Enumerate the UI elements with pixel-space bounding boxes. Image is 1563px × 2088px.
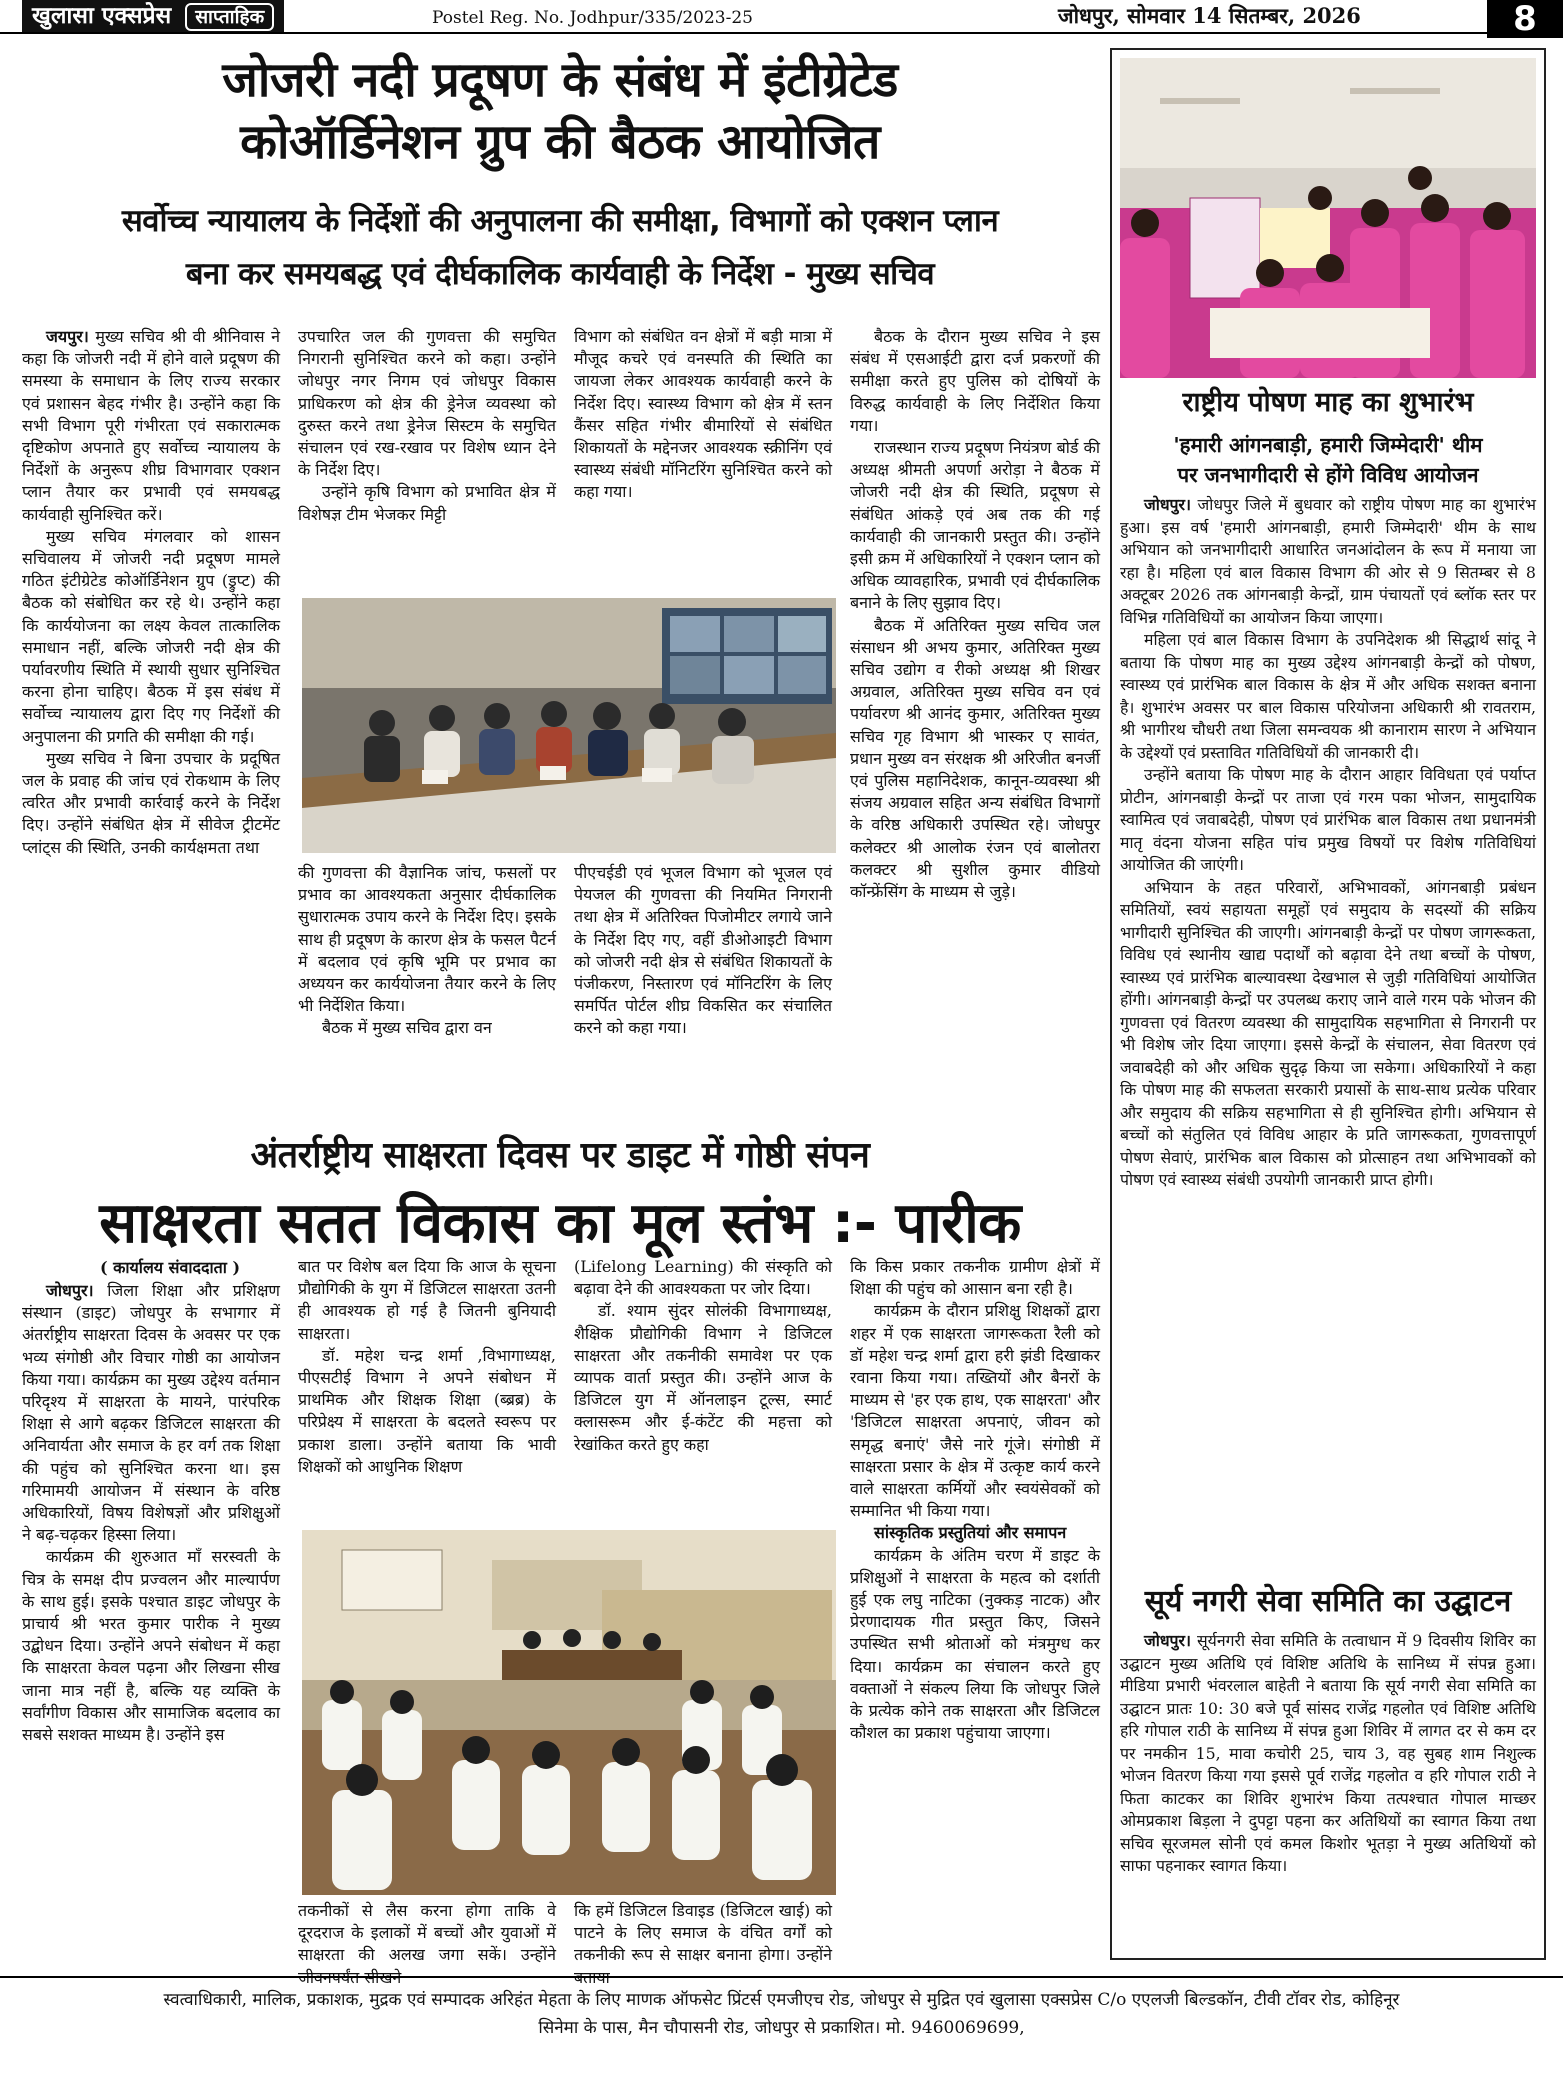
story2-column-2-top (298, 1256, 556, 1526)
story2-para-3: बात पर विशेष बल दिया कि आज के सूचना प्रौद्योगिकी के युग में डिजिटल साक्षरता उतनी ही आवश्यक हो गई है जितनी बुनियादी साक्षरता। (298, 1257, 556, 1343)
newspaper-name (22, 0, 284, 32)
dateline: जोधपुर। (1144, 495, 1191, 514)
story2-para-4: डॉ. महेश चन्द्र शर्मा ,विभागाध्यक्ष, पीएसटीई विभाग ने अपने संबोधन में प्राथमिक और शिक्षक शिक्षा (ब्ब्रब्र) के परिप्रेक्ष्य में साक्षरता के बदलते स्वरूप पर प्रकाश डाला। उन्होंने बताया कि भावी शिक्षकों को आधुनिक शिक्षण (298, 1345, 556, 1476)
sidebar-story-body (1120, 494, 1536, 1576)
story1-para-6: विभाग को संबंधित वन क्षेत्रों में बड़ी मात्रा में मौजूद कचरे एवं वनस्पति की स्थिति का जायजा लेकर आवश्यक कार्यवाही करने के निर्देश दिए। स्वास्थ्य विभाग को क्षेत्र में स्तन कैंसर सहित गंभीर बीमारियों से संबंधित शिकायतों के मद्देनजर आवश्यक स्क्रीनिंग एवं स्वास्थ्य संबंधी मॉनिटरिंग सुनिश्चित करने को कहा गया। (574, 327, 832, 502)
story2-para-5: (Lifelong Learning) की संस्कृति को बढ़ावा देने की आवश्यकता पर जोर दिया। (574, 1257, 832, 1299)
masthead (0, 0, 1563, 39)
story2-para-2: कार्यक्रम की शुरुआत माँ सरस्वती के चित्र के समक्ष दीप प्रज्वलन और माल्यार्पण के साथ हुई। इसके पश्चात डाइट जोधपुर के प्राचार्य श्री भरत कुमार पारीक ने मुख्य उद्बोधन दिया। उन्होंने अपने संबोधन में कहा कि साक्षरता केवल पढ़ना और लिखना सीख जाना मात्र नहीं है, बल्कि यह व्यक्ति के सर्वांगीण विकास और सामाजिक बदलाव का सबसे सशक्त माध्यम है। उन्होंने इस (22, 1547, 280, 1745)
sidebar-subheadline-line1: 'हमारी आंगनबाड़ी, हमारी जिम्मेदारी' थीम (1173, 433, 1483, 457)
sidebar-headline: राष्ट्रीय पोषण माह का शुभारंभ (1182, 387, 1474, 418)
story2-para-1: जिला शिक्षा और प्रशिक्षण संस्थान (डाइट) जोधपुर के सभागार में अंतर्राष्ट्रीय साक्षरता दिवस के अवसर पर एक भव्य संगोष्ठी और विचार गोष्ठी का आयोजन किया गया। कार्यक्रम का मुख्य उद्देश्य वर्तमान परिदृश्य में साक्षरता के मायने, पारंपरिक शिक्षा से आगे बढ़कर डिजिटल साक्षरता की अनिवार्यता और समाज के हर वर्ग तक शिक्षा की पहुंच को सुनिश्चित करना था। इस गरिमामयी आयोजन में संस्थान के वरिष्ठ अधिकारियों, विषय विशेषज्ञों और प्रशिक्षुओं ने बढ़-चढ़कर हिस्सा लिया। (22, 1281, 280, 1545)
story1-column-4 (850, 326, 1100, 1126)
story2-para-11: कि हमें डिजिटल डिवाइड (डिजिटल खाई) को पाटने के लिए समाज के वंचित वर्गों को तकनीकी रूप से साक्षर बनाना होगा। उन्होंने बताया (574, 1901, 832, 1987)
story1-subheadline-line2: बना कर समयबद्ध एवं दीर्घकालिक कार्यवाही के निर्देश - मुख्य सचिव (185, 256, 935, 292)
story2-headline: साक्षरता सतत विकास का मूल स्तंभ :- पारीक (99, 1191, 1021, 1256)
dateline: जयपुर। (46, 327, 89, 346)
story2-column-2-bottom (298, 1900, 556, 1987)
story1-headline-line1: जोजरी नदी प्रदूषण के संबंध में इंटीग्रेटेड (222, 52, 898, 108)
story1-headline-line2: कोऑर्डिनेशन ग्रुप की बैठक आयोजित (240, 114, 880, 170)
story1-para-3: मुख्य सचिव ने बिना उपचार के प्रदूषित जल के प्रवाह की जांच एवं रोकथाम के लिए त्वरित और प्रभावी कार्रवाई करने के निर्देश दिए। उन्होंने संबंधित क्षेत्र में सीवेज ट्रीटमेंट प्लांट्स की स्थिति, उनकी कार्यक्षमता तथा (22, 748, 280, 857)
sidebar-para-1: जोधपुर जिले में बुधवार को राष्ट्रीय पोषण माह का शुभारंभ हुआ। इस वर्ष 'हमारी आंगनबाड़ी, हमारी जिम्मेदारी' थीम के साथ अभियान को जनभागीदारी आधारित जनआंदोलन के रूप में मनाया जा रहा है। महिला एवं बाल विकास विभाग की ओर से 9 सितम्बर से 8 अक्टूबर 2026 तक आंगनबाड़ी केन्द्रों, ग्राम पंचायतों एवं ब्लॉक स्तर पर विभिन्न गतिविधियों का आयोजन किया जाएगा। (1120, 495, 1537, 627)
sidebar-story2-body (1120, 1630, 1536, 1954)
newspaper-title: खुलासा एक्सप्रेस (32, 3, 172, 29)
weekly-badge: साप्ताहिक (185, 3, 274, 31)
sidebar-headline-2: सूर्य नगरी सेवा समिति का उद्घाटन (1144, 1584, 1512, 1619)
story2-column-3-top (574, 1256, 832, 1526)
story1-para-10: की गुणवत्ता की वैज्ञानिक जांच, फसलों पर प्रभाव का आवश्यकता अनुसार दीर्घकालिक सुधारात्मक उपाय करने के निर्देश दिए। इसके साथ ही प्रदूषण के कारण क्षेत्र के फसल पैटर्न में बदलाव एवं कृषि भूमि पर प्रभाव का अध्ययन कर कार्ययोजना तैयार करने के लिए भी निर्देशित किया। (298, 863, 556, 1016)
story1-column-3-bottom (574, 862, 832, 1126)
sidebar-subheadline (1120, 430, 1536, 490)
nutrition-month-photo (1120, 58, 1536, 378)
sidebar-para-3: उन्होंने बताया कि पोषण माह के दौरान आहार विविधता एवं पर्याप्त प्रोटीन, आंगनबाड़ी केन्द्रों पर ताजा एवं गरम पका भोजन, सामुदायिक स्वामित्व एवं जवाबदेही, पोषण एवं प्रारंभिक बाल विकास तथा प्रधानमंत्री मातृ वंदना योजना सहित पांच प्रमुख विषयों पर विशेष गतिविधियां आयोजित की जाएंगी। (1120, 765, 1536, 874)
sidebar-para-2: महिला एवं बाल विकास विभाग के उपनिदेशक श्री सिद्धार्थ सांदू ने बताया कि पोषण माह का मुख्य उद्देश्य आंगनबाड़ी केन्द्रों को पोषण, स्वास्थ्य एवं प्रारंभिक बाल विकास के क्षेत्र में और अधिक सशक्त बनाना है। शुभारंभ अवसर पर बाल विकास परियोजना अधिकारी श्री रावतराम, श्री भागीरथ चौधरी तथा जिला समन्वयक श्री कानाराम सारण ने अभियान के उद्देश्यों एवं प्रस्तावित गतिविधियों की जानकारी दी। (1120, 630, 1536, 762)
story1-para-4: उपचारित जल की गुणवत्ता की समुचित निगरानी सुनिश्चित करने को कहा। उन्होंने जोधपुर नगर निगम एवं जोधपुर विकास प्राधिकरण को क्षेत्र की ड्रेनेज व्यवस्था को दुरुस्त करने तथा ड्रेनेज सिस्टम के समुचित संचालन एवं रख-रखाव पर विशेष ध्यान देने के निर्देश दिए। (298, 327, 556, 480)
story1-para-9: बैठक में अतिरिक्त मुख्य सचिव जल संसाधन श्री अभय कुमार, अतिरिक्त मुख्य सचिव उद्योग व रीको अध्यक्ष श्री शिखर अग्रवाल, अतिरिक्त मुख्य सचिव वन एवं पर्यावरण श्री आनंद कुमार, अतिरिक्त मुख्य सचिव गृह विभाग श्री भास्कर ए सावंत, प्रधान मुख्य वन संरक्षक श्री अरिजीत बनर्जी एवं पुलिस महानिदेशक, कानून-व्यवस्था श्री संजय अग्रवाल सहित अन्य संबंधित विभागों के वरिष्ठ अधिकारी उपस्थित रहे। जोधपुर कलेक्टर श्री आलोक रंजन एवं बालोतरा कलक्टर श्री सुशील कुमार वीडियो कॉन्फ्रेंसिंग के माध्यम से जुड़े। (850, 615, 1100, 902)
sidebar-subheadline-line2: पर जनभागीदारी से होंगे विविध आयोजन (1177, 463, 1479, 487)
story1-para-1: मुख्य सचिव श्री वी श्रीनिवास ने कहा कि जोजरी नदी में होने वाले प्रदूषण की समस्या के समाधान के लिए राज्य सरकार एवं प्रशासन बेहद गंभीर है। उन्होंने कहा कि सभी विभाग पूरी गंभीरता एवं सकारात्मक दृष्टिकोण अपनाते हुए सर्वोच्च न्यायालय के निर्देशों के अनुरूप शीघ्र विभागवार एक्शन प्लान तैयार कर प्रभावी एवं समयबद्ध कार्यवाही सुनिश्चित करें। (22, 327, 280, 524)
byline: ( कार्यालय संवाददाता ) (99, 1258, 241, 1277)
dateline: जोधपुर। (1144, 1631, 1191, 1650)
sidebar-para-5: सूर्यनगरी सेवा समिति के तत्वाधान में 9 दिवसीय शिविर का उद्घाटन मुख्य अतिथि एवं विशिष्ट अतिथि के सानिध्य में संपन्न हुआ। मीडिया प्रभारी भंवरलाल बाहेती ने बताया कि सूर्य नगरी सेवा समिति का उद्घाटन प्रातः 10: 30 बजे पूर्व सांसद राजेंद्र गहलोत एवं विशिष्ट अतिथि हरि गोपाल राठी के सानिध्य में संपन्न हुआ शिविर में लागत दर से कम दर पर नमकीन 15, मावा कचोरी 25, चाय 3, वह सुबह शाम निशुल्क भोजन वितरण किया गया इससे पूर्व राजेंद्र गहलोत व हरि गोपाल राठी ने फिता काटकर का शिविर शुभारंभ किया तत्पश्चात गोपाल माच्छर ओमप्रकाश बिड़ला ने दुपट्टा पहना कर अतिथियों का स्वागत किया तथा सचिव सूरजमल सोनी एवं कमल किशोर भूतड़ा ने मुख्य अतिथियों को साफा पहनाकर स्वागत किया। (1120, 1631, 1536, 1875)
story2-column-3-bottom (574, 1900, 832, 1987)
dateline: जोधपुर। (46, 1281, 94, 1300)
story2-kicker: अंतर्राष्ट्रीय साक्षरता दिवस पर डाइट में गोष्ठी संपन (250, 1135, 870, 1176)
postal-registration: Postel Reg. No. Jodhpur/335/2023-25 (432, 8, 753, 28)
page-number: 8 (1487, 0, 1563, 38)
imprint-line2: सिनेमा के पास, मैन चौपासनी रोड, जोधपुर से प्रकाशित। मो. 9460069699, (538, 2018, 1025, 2038)
story2-column-1 (22, 1280, 280, 1970)
meeting-photo (302, 598, 836, 853)
story2-column-4 (850, 1256, 1100, 1970)
story2-para-6: डॉ. श्याम सुंदर सोलंकी विभागाध्यक्ष, शैक्षिक प्रौद्योगिकी विभाग ने डिजिटल साक्षरता और तकनीकी समावेश पर एक व्यापक वार्ता प्रस्तुत की। उन्होंने आज के डिजिटल युग में ऑनलाइन टूल्स, स्मार्ट क्लासरूम और ई-कंटेंट की महत्ता को रेखांकित करते हुए कहा (574, 1301, 832, 1454)
story1-para-8: राजस्थान राज्य प्रदूषण नियंत्रण बोर्ड की अध्यक्ष श्रीमती अपर्णा अरोड़ा ने बैठक में जोजरी नदी क्षेत्र की स्थिति, प्रदूषण से संबंधित आंकड़े एवं अब तक की गई कार्यवाही की जानकारी प्रस्तुत की। उन्होंने इसी क्रम में अधिकारियों ने एक्शन प्लान को अधिक व्यावहारिक, प्रभावी एवं दीर्घकालिक बनाने के लिए सुझाव दिए। (850, 438, 1100, 613)
story1-column-3-top (574, 326, 832, 592)
story1-subheadline-line1: सर्वोच्च न्यायालय के निर्देशों की अनुपालना की समीक्षा, विभागों को एक्शन प्लान (121, 203, 999, 239)
story1-para-2: मुख्य सचिव मंगलवार को शासन सचिवालय में जोजरी नदी प्रदूषण मामले गठित इंटीग्रेटेड कोऑर्डिनेशन ग्रुप (ड्रुप्ट) की बैठक को संबोधित कर रहे थे। उन्होंने कहा कि कार्ययोजना का लक्ष्य केवल तात्कालिक समाधान नहीं, बल्कि जोजरी नदी क्षेत्र की पर्यावरणीय स्थिति में स्थायी सुधार सुनिश्चित करना होना चाहिए। बैठक में इस संबंध में सर्वोच्च न्यायालय द्वारा दिए गए निर्देशों की अनुपालना की प्रगति की समीक्षा की गई। (22, 526, 280, 746)
story2-subhead: सांस्कृतिक प्रस्तुतियां और समापन (874, 1523, 1067, 1543)
issue-date: जोधपुर, सोमवार 14 सितम्बर, 2026 (1058, 3, 1361, 28)
story1-column-2-bottom (298, 862, 556, 1126)
story1-column-1 (22, 326, 280, 1126)
story1-para-12: पीएचईडी एवं भूजल विभाग को भूजल एवं पेयजल की गुणवत्ता की नियमित निगरानी तथा क्षेत्र में अतिरिक्त पिजोमीटर लगाये जाने के निर्देश दिए गए, वहीं डीओआइटी विभाग को जोजरी नदी क्षेत्र से संबंधित शिकायतों के पंजीकरण, निस्तारण एवं मॉनिटरिंग के लिए समर्पित पोर्टल शीघ्र विकसित कर संचालित करने को कहा गया। (574, 863, 832, 1038)
story1-column-2-top (298, 326, 556, 592)
seminar-photo (302, 1530, 836, 1895)
story2-para-7: कि किस प्रकार तकनीक ग्रामीण क्षेत्रों में शिक्षा की पहुंच को आसान बना रही है। (850, 1257, 1100, 1299)
story2-para-8: कार्यक्रम के दौरान प्रशिक्षु शिक्षकों द्वारा शहर में एक साक्षरता जागरूकता रैली को डॉ महेश चन्द्र शर्मा द्वारा हरी झंडी दिखाकर रवाना किया गया। तख्तियों और बैनरों के माध्यम से 'हर एक हाथ, एक साक्षरता' और 'डिजिटल साक्षरता अपनाएं, जीवन को समृद्ध बनाएं' जैसे नारे गूंजे। संगोष्ठी में साक्षरता प्रसार के क्षेत्र में उत्कृष्ट कार्य करने वाले साक्षरता कर्मियों और स्वयंसेवकों को सम्मानित भी किया गया। (850, 1301, 1100, 1521)
sidebar-para-4: अभियान के तहत परिवारों, अभिभावकों, आंगनबाड़ी प्रबंधन समितियों, स्वयं सहायता समूहों एवं समुदाय के सदस्यों की सक्रिय भागीदारी सुनिश्चित की जाएगी। आंगनबाड़ी केन्द्रों पर पोषण जागरूकता, विविध एवं स्थानीय खाद्य पदार्थों को बढ़ावा देने तथा बच्चों के पोषण, स्वास्थ्य एवं प्रारंभिक बाल्यावस्था देखभाल से जुड़ी गतिविधियां आयोजित होंगी। आंगनबाड़ी केन्द्रों पर उपलब्ध कराए जाने वाले गरम पके भोजन की गुणवत्ता एवं वितरण व्यवस्था की सामुदायिक सहभागिता से निगरानी पर भी विशेष जोर दिया जाएगा। इससे केन्द्रों के संचालन, सेवा वितरण एवं जवाबदेही को और अधिक सुदृढ़ किया जा सकेगा। अधिकारियों ने कहा कि पोषण माह की सफलता सरकारी प्रयासों के साथ-साथ प्रत्येक परिवार और समुदाय की सक्रिय सहभागिता से ही सुनिश्चित होगी। अभियान से बच्चों को संतुलित एवं विविध आहार के प्रति जागरूकता, गुणवत्तापूर्ण पोषण सेवाएं, प्रारंभिक बाल विकास को प्रोत्साहन तथा अभिभावकों को पोषण एवं स्वास्थ्य संबंधी उपयोगी जानकारी प्राप्त होगी। (1120, 877, 1536, 1189)
imprint-line1: स्वत्वाधिकारी, मालिक, प्रकाशक, मुद्रक एवं सम्पादक अरिहंत मेहता के लिए माणक ऑफसेट प्रिंटर्स एमजीएच रोड, जोधपुर से मुद्रित एवं खुलासा एक्सप्रेस C/o एएलजी बिल्डकॉन, टीवी टॉवर रोड, कोहिनूर (163, 1990, 1400, 2010)
story1-para-11: बैठक में मुख्य सचिव द्वारा वन (322, 1018, 492, 1038)
story1-para-7: बैठक के दौरान मुख्य सचिव ने इस संबंध में एसआईटी द्वारा दर्ज प्रकरणों की समीक्षा करते हुए पुलिस को दोषियों के विरुद्ध कार्यवाही के लिए निर्देशित किया गया। (850, 327, 1100, 435)
imprint-footer (0, 1976, 1563, 2088)
story1-para-5: उन्होंने कृषि विभाग को प्रभावित क्षेत्र में विशेषज्ञ टीम भेजकर मिट्टी (298, 482, 556, 524)
story2-para-10: तकनीकों से लैस करना होगा ताकि वे दूरदराज के इलाकों में बच्चों और युवाओं में साक्षरता की अलख जगा सकें। उन्होंने जीवनपर्यंत सीखने (298, 1901, 556, 1987)
story2-para-9: कार्यक्रम के अंतिम चरण में डाइट के प्रशिक्षुओं ने साक्षरता के महत्व को दर्शाती हुई एक लघु नाटिका (नुक्कड़ नाटक) और प्रेरणादायक गीत प्रस्तुत किए, जिसने उपस्थित सभी श्रोताओं को मंत्रमुग्ध कर दिया। कार्यक्रम का संचालन करते हुए वक्ताओं ने संकल्प लिया कि जोधपुर जिले के प्रत्येक कोने तक साक्षरता और डिजिटल कौशल का प्रकाश पहुंचाया जाएगा। (850, 1545, 1100, 1743)
